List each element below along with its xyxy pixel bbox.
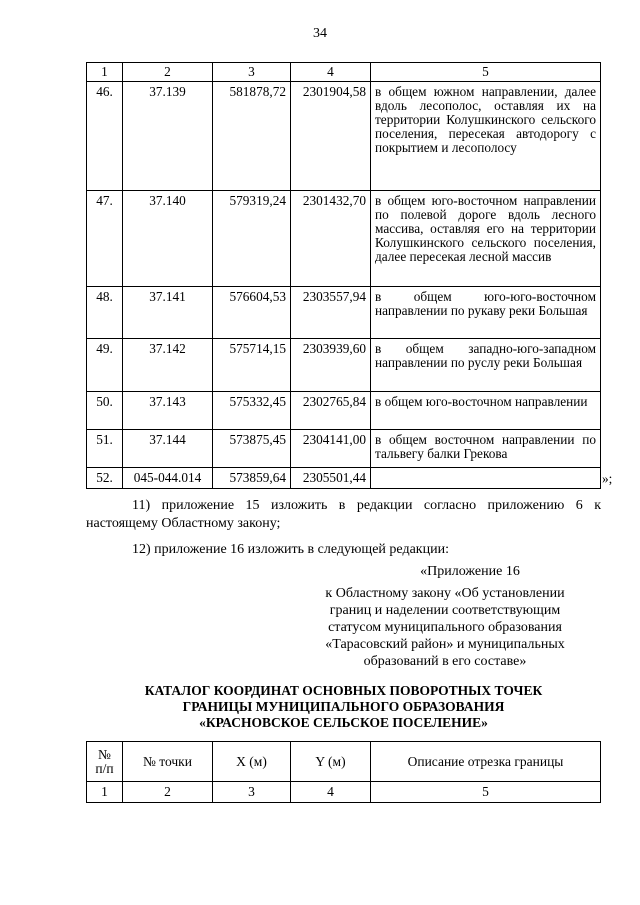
catalog-title-line: КАТАЛОГ КООРДИНАТ ОСНОВНЫХ ПОВОРОТНЫХ ТОЧЕК bbox=[144, 683, 543, 698]
header-cell: 5 bbox=[371, 63, 601, 82]
point-number: 045-044.014 bbox=[123, 468, 213, 489]
segment-description: в общем восточном направлении по тальвегу балки Грекова bbox=[371, 430, 601, 468]
row-number: 47. bbox=[87, 191, 123, 287]
segment-description: в общем западно-юго-западном направлении по руслу реки Большая bbox=[371, 339, 601, 392]
appendix-caption-line: к Областному закону «Об установлении bbox=[325, 586, 565, 601]
row-number: 46. bbox=[87, 82, 123, 191]
x-coordinate: 576604,53 bbox=[213, 287, 291, 339]
table-header-row bbox=[87, 63, 601, 82]
catalog-title-line: «КРАСНОВСКОЕ СЕЛЬСКОЕ ПОСЕЛЕНИЕ» bbox=[199, 715, 488, 730]
index-cell: 3 bbox=[213, 782, 291, 803]
appendix-caption-line: границ и наделении соответствующим bbox=[329, 603, 561, 618]
table-row bbox=[87, 287, 601, 339]
y-coordinate: 2301432,70 bbox=[291, 191, 371, 287]
appendix-caption-line: «Тарасовский район» и муниципальных bbox=[325, 637, 565, 652]
segment-description: в общем южном направлении, далее вдоль лесополос, оставляя их на территории Колушкинского сельского поселения, пересекая автодорогу с покрытием и лесополосу bbox=[371, 82, 601, 191]
x-coordinate: 573875,45 bbox=[213, 430, 291, 468]
header-cell-point: № точки bbox=[123, 742, 213, 782]
table-row bbox=[87, 468, 601, 489]
column-index-row bbox=[87, 782, 601, 803]
header-cell: 1 bbox=[87, 63, 123, 82]
y-coordinate: 2301904,58 bbox=[291, 82, 371, 191]
header-text: п/п bbox=[95, 760, 114, 776]
point-number: 37.143 bbox=[123, 392, 213, 430]
paragraph-11: 11) приложение 15 изложить в редакции согласно приложению 6 к настоящему Областному закону; bbox=[86, 498, 601, 531]
index-cell: 4 bbox=[291, 782, 371, 803]
y-coordinate: 2304141,00 bbox=[291, 430, 371, 468]
y-coordinate: 2302765,84 bbox=[291, 392, 371, 430]
header-cell: 3 bbox=[213, 63, 291, 82]
x-coordinate: 581878,72 bbox=[213, 82, 291, 191]
segment-description: в общем юго-юго-восточном направлении по рукаву реки Большая bbox=[371, 287, 601, 339]
x-coordinate: 573859,64 bbox=[213, 468, 291, 489]
catalog-title bbox=[86, 683, 601, 731]
point-number: 37.144 bbox=[123, 430, 213, 468]
appendix-caption-line: статусом муниципального образования bbox=[328, 620, 562, 635]
header-cell-description: Описание отрезка границы bbox=[371, 742, 601, 782]
point-number: 37.141 bbox=[123, 287, 213, 339]
y-coordinate: 2305501,44 bbox=[291, 468, 371, 489]
row-number: 51. bbox=[87, 430, 123, 468]
header-cell-x: X (м) bbox=[213, 742, 291, 782]
closing-quote: »; bbox=[602, 471, 613, 486]
point-number: 37.139 bbox=[123, 82, 213, 191]
point-number: 37.142 bbox=[123, 339, 213, 392]
index-cell: 1 bbox=[87, 782, 123, 803]
header-cell-y: Y (м) bbox=[291, 742, 371, 782]
x-coordinate: 575332,45 bbox=[213, 392, 291, 430]
appendix-title: «Приложение 16 bbox=[420, 564, 520, 579]
page-number: 34 bbox=[313, 26, 327, 41]
appendix-caption-line: образований в его составе» bbox=[363, 654, 527, 669]
table-header-row bbox=[87, 742, 601, 782]
row-number: 52. bbox=[87, 468, 123, 489]
row-number: 49. bbox=[87, 339, 123, 392]
point-number: 37.140 bbox=[123, 191, 213, 287]
index-cell: 5 bbox=[371, 782, 601, 803]
y-coordinate: 2303557,94 bbox=[291, 287, 371, 339]
x-coordinate: 579319,24 bbox=[213, 191, 291, 287]
table-row bbox=[87, 82, 601, 191]
row-number: 50. bbox=[87, 392, 123, 430]
x-coordinate: 575714,15 bbox=[213, 339, 291, 392]
segment-description: в общем юго-восточном направлении bbox=[371, 392, 601, 430]
row-number: 48. bbox=[87, 287, 123, 339]
catalog-title-line: ГРАНИЦЫ МУНИЦИПАЛЬНОГО ОБРАЗОВАНИЯ bbox=[182, 699, 505, 714]
y-coordinate: 2303939,60 bbox=[291, 339, 371, 392]
paragraph-12: 12) приложение 16 изложить в следующей редакции: bbox=[132, 542, 449, 557]
header-cell: 2 bbox=[123, 63, 213, 82]
header-cell: 4 bbox=[291, 63, 371, 82]
table-row bbox=[87, 339, 601, 392]
index-cell: 2 bbox=[123, 782, 213, 803]
header-cell-number bbox=[87, 742, 123, 782]
table-row bbox=[87, 392, 601, 430]
catalog-table bbox=[86, 741, 601, 803]
table-row bbox=[87, 191, 601, 287]
segment-description bbox=[371, 468, 601, 489]
table-row bbox=[87, 430, 601, 468]
segment-description: в общем юго-восточном направлении по полевой дороге вдоль лесного массива, оставляя его на территории Колушкинского сельского поселения, далее пересекая лесной массив bbox=[371, 191, 601, 287]
coordinates-table-continued bbox=[86, 62, 601, 489]
header-text: № bbox=[98, 746, 111, 762]
